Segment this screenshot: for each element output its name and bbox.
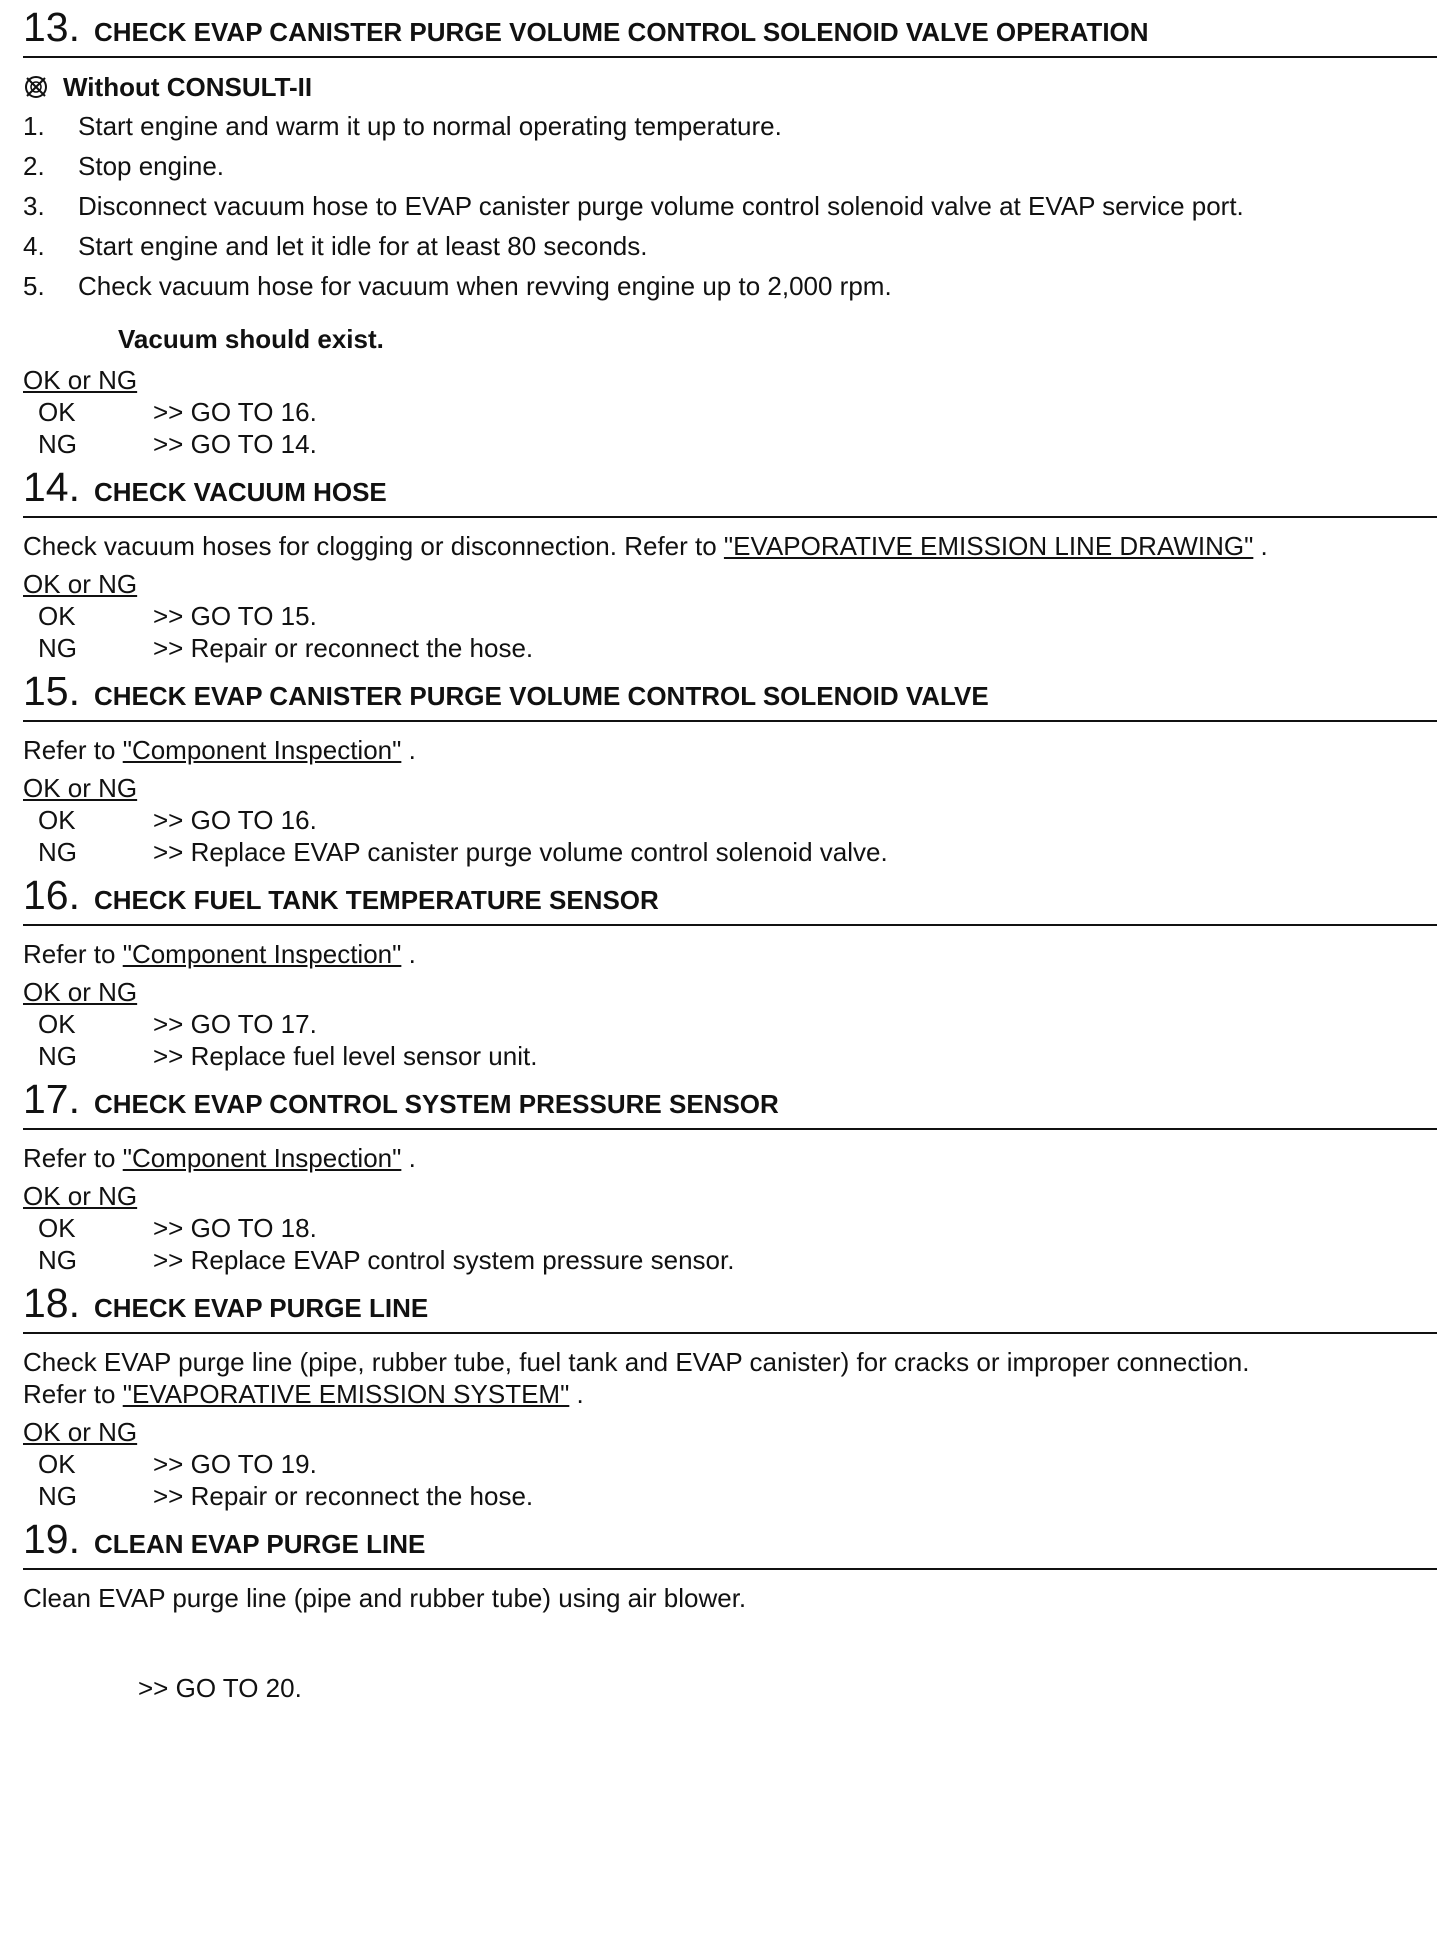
section-divider (23, 56, 1437, 58)
no-consult-icon (23, 74, 49, 100)
step-13-header (23, 0, 1437, 52)
step-18-header (23, 1276, 1437, 1328)
text-segment: Check vacuum hoses for clogging or disconnection. Refer to (23, 531, 724, 561)
ng-action: >> Replace fuel level sensor unit. (153, 1041, 538, 1071)
list-text: Disconnect vacuum hose to EVAP canister purge volume control solenoid valve at EVAP service port. (78, 191, 1244, 221)
step-number: 13. (23, 4, 80, 50)
step-number: 15. (23, 668, 80, 714)
ok-action: >> GO TO 15. (153, 601, 317, 631)
without-consult-subheading (23, 70, 1437, 104)
text-segment: Refer to (23, 735, 123, 765)
step-15-header (23, 664, 1437, 716)
ok-action: >> GO TO 18. (153, 1213, 317, 1243)
goto-action: >> GO TO 20. (138, 1673, 302, 1703)
ok-or-ng-label: OK or NG (23, 977, 138, 1007)
step-16 (23, 868, 1437, 1072)
step-15 (23, 664, 1437, 868)
text-segment: . (401, 939, 416, 969)
ok-label: OK (38, 397, 76, 427)
list-item (23, 106, 1437, 146)
step-19-header (23, 1512, 1437, 1564)
section-divider (23, 1128, 1437, 1130)
list-number: 1. (23, 111, 45, 141)
ng-label: NG (38, 1041, 77, 1071)
instruction-text (23, 1346, 1437, 1410)
component-inspection-link[interactable]: "Component Inspection" (122, 735, 402, 765)
section-divider (23, 516, 1437, 518)
instruction-text: Clean EVAP purge line (pipe and rubber tube) using air blower. (23, 1583, 747, 1613)
step-17-header (23, 1072, 1437, 1124)
ng-result (23, 1480, 1437, 1512)
text-segment: . (401, 735, 416, 765)
ng-result (23, 632, 1437, 664)
ng-action: >> Repair or reconnect the hose. (153, 1481, 534, 1511)
drawing-link[interactable]: "EVAPORATIVE EMISSION LINE DRAWING" (723, 531, 1254, 561)
ok-or-ng-label: OK or NG (23, 1181, 138, 1211)
ok-action: >> GO TO 16. (153, 397, 317, 427)
evap-system-link[interactable]: "EVAPORATIVE EMISSION SYSTEM" (122, 1379, 570, 1409)
ng-result (23, 1244, 1437, 1276)
ng-action: >> GO TO 14. (153, 429, 317, 459)
ok-label: OK (38, 1009, 76, 1039)
service-manual-page (23, 0, 1437, 1704)
list-number: 4. (23, 231, 45, 261)
ok-action: >> GO TO 19. (153, 1449, 317, 1479)
text-segment: . (569, 1379, 584, 1409)
component-inspection-link[interactable]: "Component Inspection" (122, 939, 402, 969)
ok-result (23, 600, 1437, 632)
step-number: 16. (23, 872, 80, 918)
step-14-header (23, 460, 1437, 512)
list-text: Start engine and warm it up to normal operating temperature. (78, 111, 782, 141)
ok-label: OK (38, 1449, 76, 1479)
list-text: Check vacuum hose for vacuum when revving engine up to 2,000 rpm. (78, 271, 892, 301)
step-title: CHECK FUEL TANK TEMPERATURE SENSOR (94, 885, 659, 915)
instruction-text (23, 734, 1437, 766)
step-title: CHECK EVAP CONTROL SYSTEM PRESSURE SENSOR (94, 1089, 779, 1119)
step-19 (23, 1512, 1437, 1704)
step-title: CHECK EVAP PURGE LINE (94, 1293, 429, 1323)
list-item (23, 266, 1437, 306)
ng-result (23, 428, 1437, 460)
component-inspection-link[interactable]: "Component Inspection" (122, 1143, 402, 1173)
list-number: 3. (23, 191, 45, 221)
step-number: 14. (23, 464, 80, 510)
step-number: 17. (23, 1076, 80, 1122)
step-14 (23, 460, 1437, 664)
section-divider (23, 1332, 1437, 1334)
list-item (23, 186, 1437, 226)
step-title: CLEAN EVAP PURGE LINE (94, 1529, 426, 1559)
ok-label: OK (38, 601, 76, 631)
text-segment: Refer to (23, 939, 123, 969)
ok-action: >> GO TO 17. (153, 1009, 317, 1039)
step-13 (23, 0, 1437, 460)
ng-label: NG (38, 837, 77, 867)
step-18 (23, 1276, 1437, 1512)
step-number: 18. (23, 1280, 80, 1326)
specification: Vacuum should exist. (118, 324, 384, 354)
ng-action: >> Replace EVAP control system pressure sensor. (153, 1245, 735, 1275)
ng-result (23, 1040, 1437, 1072)
ok-result (23, 804, 1437, 836)
step-title: CHECK EVAP CANISTER PURGE VOLUME CONTROL SOLENOID VALVE (94, 681, 989, 711)
ng-label: NG (38, 429, 77, 459)
ok-label: OK (38, 805, 76, 835)
ng-action: >> Replace EVAP canister purge volume control solenoid valve. (153, 837, 888, 867)
list-item (23, 146, 1437, 186)
instruction-text (23, 938, 1437, 970)
procedure-list (23, 106, 1437, 306)
section-divider (23, 924, 1437, 926)
text-segment: . (401, 1143, 416, 1173)
ok-label: OK (38, 1213, 76, 1243)
ok-result (23, 1448, 1437, 1480)
list-text: Start engine and let it idle for at least 80 seconds. (78, 231, 648, 261)
ok-result (23, 1212, 1437, 1244)
ok-or-ng-label: OK or NG (23, 569, 138, 599)
text-segment: Refer to (23, 1143, 123, 1173)
step-title: CHECK EVAP CANISTER PURGE VOLUME CONTROL SOLENOID VALVE OPERATION (94, 17, 1149, 47)
ng-label: NG (38, 1245, 77, 1275)
text-segment: . (1253, 531, 1268, 561)
ng-label: NG (38, 633, 77, 663)
text-segment: Check EVAP purge line (pipe, rubber tube, fuel tank and EVAP canister) for cracks or improper connection. (23, 1347, 1250, 1377)
subheading-text: Without CONSULT-II (63, 72, 313, 102)
step-title: CHECK VACUUM HOSE (94, 477, 387, 507)
step-number: 19. (23, 1516, 80, 1562)
step-17 (23, 1072, 1437, 1276)
text-segment: Refer to (23, 1379, 123, 1409)
ok-action: >> GO TO 16. (153, 805, 317, 835)
list-text: Stop engine. (78, 151, 225, 181)
ok-result (23, 1008, 1437, 1040)
step-16-header (23, 868, 1437, 920)
ok-result (23, 396, 1437, 428)
ok-or-ng-label: OK or NG (23, 773, 138, 803)
ok-or-ng-label: OK or NG (23, 365, 138, 395)
list-number: 2. (23, 151, 45, 181)
instruction-text (23, 530, 1437, 562)
ng-action: >> Repair or reconnect the hose. (153, 633, 534, 663)
ng-result (23, 836, 1437, 868)
section-divider (23, 720, 1437, 722)
list-item (23, 226, 1437, 266)
ok-or-ng-label: OK or NG (23, 1417, 138, 1447)
ng-label: NG (38, 1481, 77, 1511)
section-divider (23, 1568, 1437, 1570)
instruction-text (23, 1142, 1437, 1174)
list-number: 5. (23, 271, 45, 301)
